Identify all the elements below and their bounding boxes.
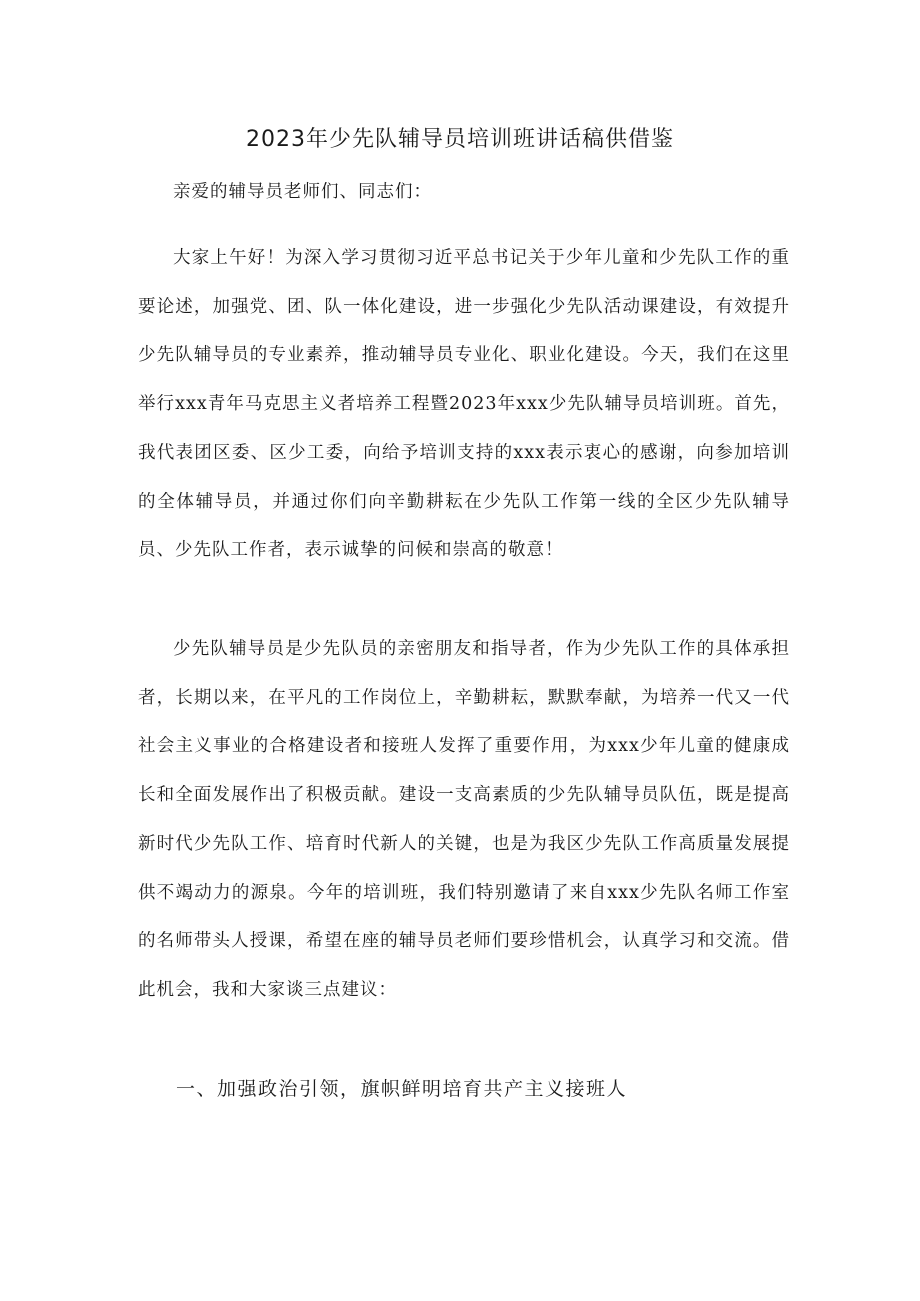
section-heading-1: 一、加强政治引领，旗帜鲜明培育共产主义接班人 [176,1078,628,1100]
document-title: 2023年少先队辅导员培训班讲话稿供借鉴 [246,127,674,152]
paragraph-counselors: 少先队辅导员是少先队员的亲密朋友和指导者，作为少先队工作的具体承担者，长期以来，在平凡的工作岗位上，辛勤耕耘，默默奉献，为培养一代又一代社会主义事业的合格建设者和接班人发挥了重要作用，为xxx少年儿童的健康成长和全面发展作出了积极贡献。建设一支高素质的少先队辅导员队伍，既是提高新时代少先队工作、培育时代新人的关键，也是为我区少先队工作高质量发展提供不竭动力的源泉。今年的培训班，我们特别邀请了来自xxx少先队名师工作室的名师带头人授课，希望在座的辅导员老师们要珍惜机会，认真学习和交流。借此机会，我和大家谈三点建议： [138,639,790,1000]
paragraph-opening: 大家上午好！为深入学习贯彻习近平总书记关于少年儿童和少先队工作的重要论述，加强党、团、队一体化建设，进一步强化少先队活动课建设，有效提升少先队辅导员的专业素养，推动辅导员专业化、职业化建设。今天，我们在这里举行xxx青年马克思主义者培养工程暨2023年xxx少先队辅导员培训班。首先，我代表团区委、区少工委，向给予培训支持的xxx表示衷心的感谢，向参加培训的全体辅导员，并通过你们向辛勤耕耘在少先队工作第一线的全区少先队辅导员、少先队工作者，表示诚挚的问候和崇高的敬意！ [138,248,790,561]
salutation: 亲爱的辅导员老师们、同志们： [173,182,432,202]
